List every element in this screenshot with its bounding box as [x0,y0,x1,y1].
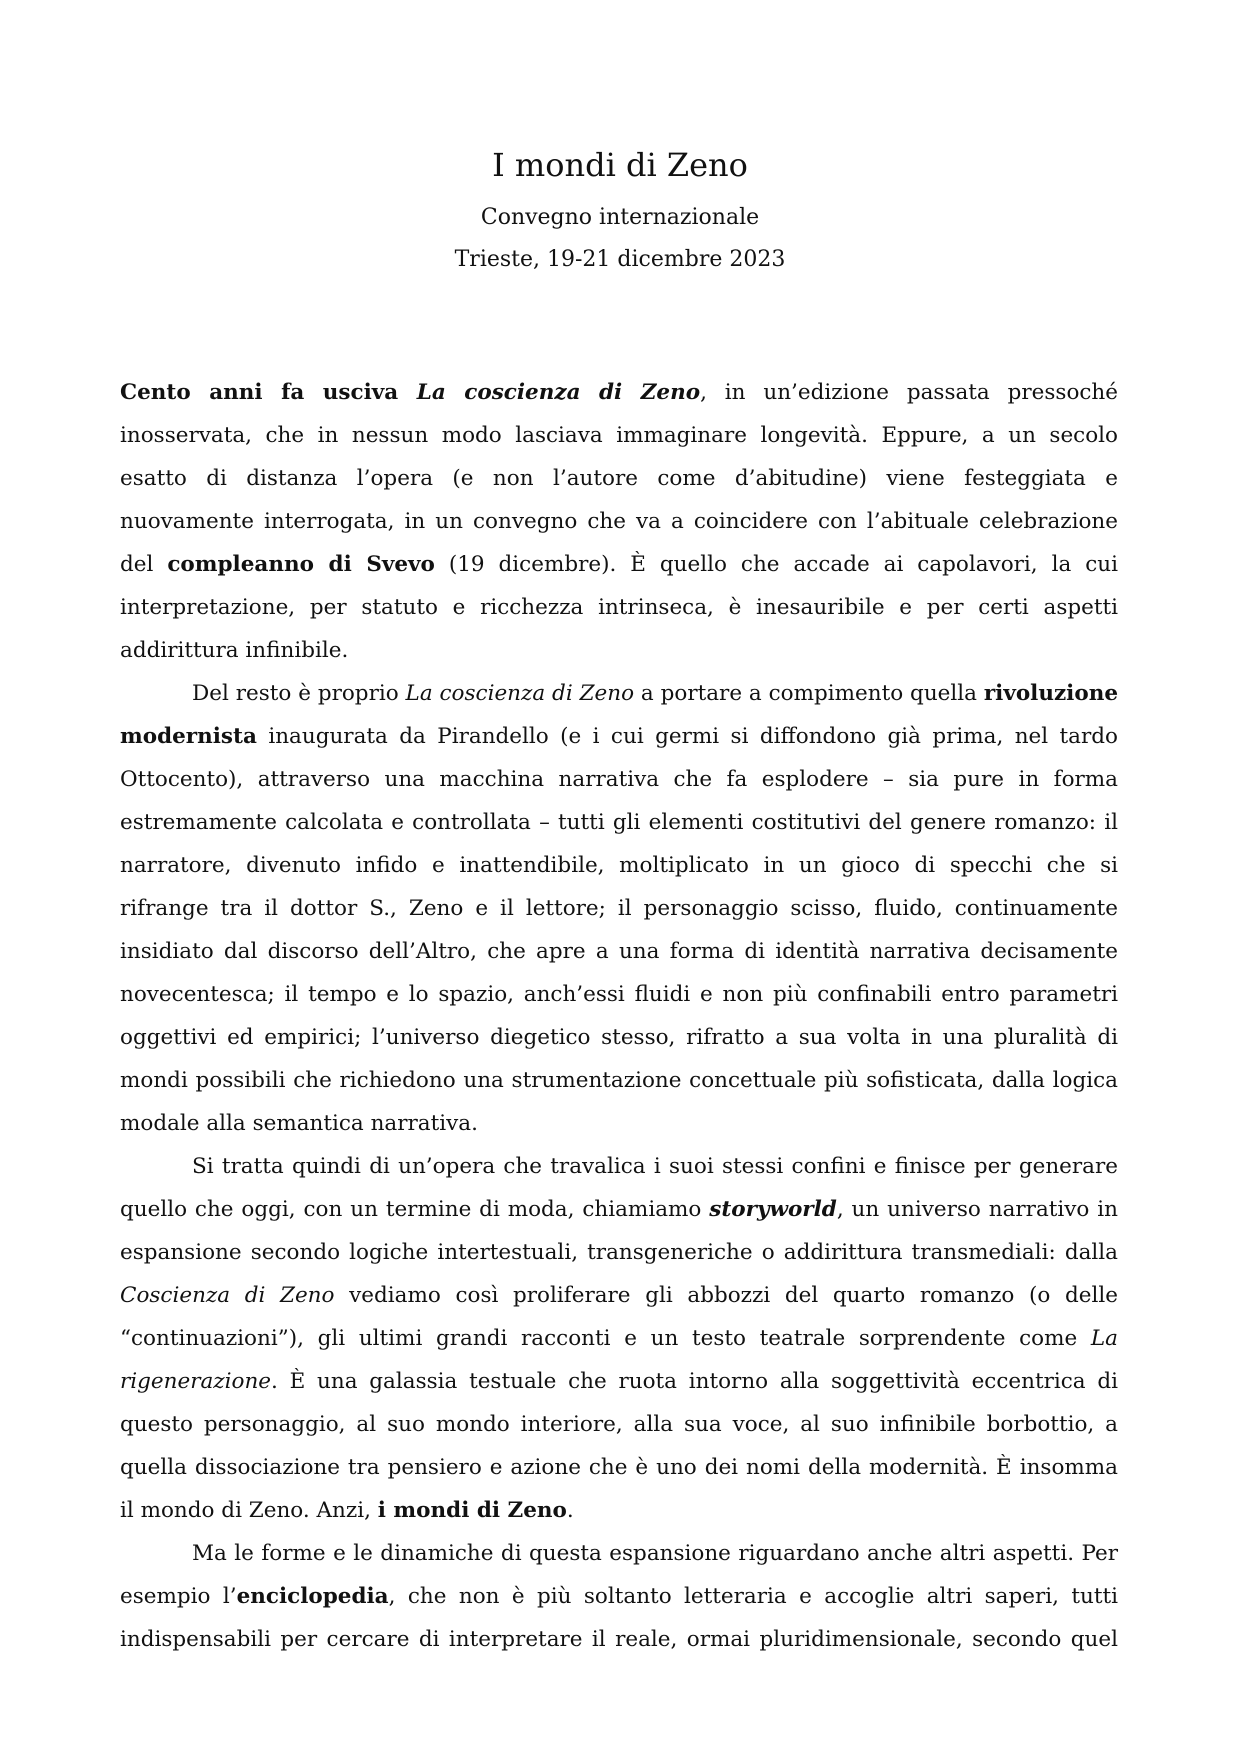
text-segment [417,380,700,405]
text-segment: inaugurata da Pirandello (e i cui germi si diffondono già prima, nel tardo Ottocento), attraverso una macchina narrativa che fa esplodere – sia pure in forma estremamente calcolata e controllata – tutti gli elementi costitutivi del genere romanzo: il narratore, divenuto infido e inattendibile, moltiplicato in un gioco di specchi che si rifrange tra il dottor S., Zeno e il lettore; il personaggio scisso, fluido, continuamente insidiato dal discorso dell’Altro, che apre a una forma di identità narrativa decisamente novecentesca; il tempo e lo spazio, anch’essi fluidi e non più confinabili entro parametri oggettivi ed empirici; l’universo diegetico stesso, rifratto a sua volta in una pluralità di mondi possibili che richiedono una strumentazione concettuale più sofisticata, dalla logica modale alla semantica narrativa. [120,724,1118,1136]
text-segment: Si tratta quindi di un’opera che travalica i suoi stessi confini e finisce per generare quello che oggi, con un termine di moda, chiamiamo [120,1154,1118,1222]
document-title: I mondi di Zeno [492,146,748,184]
paragraph-2 [120,672,1118,1145]
document-dateline: Trieste, 19-21 dicembre 2023 [454,247,786,272]
text-segment: i mondi di Zeno [377,1498,567,1523]
text-segment: compleanno di Svevo [167,552,435,577]
keyword: storyworld [709,1197,837,1222]
text-segment: (19 dicembre). È quello che accade ai capolavori, la cui interpretazione, per statuto e ricchezza intrinseca, è inesauribile e per certi aspetti addirittura infinibile. [120,552,1119,663]
document-body [120,371,1118,1661]
text-segment: Del resto è proprio [192,681,406,706]
paragraph-1 [120,371,1118,672]
text-segment: , un universo narrativo in espansione secondo logiche intertestuali, transgeneriche o addirittura transmediali: dalla [120,1197,1118,1265]
document-subtitle: Convegno internazionale [480,205,760,230]
work-title: Coscienza di Zeno [120,1283,335,1308]
text-segment: rivoluzione modernista [120,681,1118,749]
text-segment: Ma le forme e le dinamiche di questa espansione riguardano anche altri aspetti. Per esempio l’ [120,1541,1118,1609]
text-segment: . [566,1498,574,1523]
text-segment: . È una galassia testuale che ruota intorno alla soggettività eccentrica di questo personaggio, al suo mondo interiore, alla sua voce, al suo infinibile borbottio, a quella dissociazione tra pensiero e azione che è uno dei nomi della modernità. È insomma il mondo di Zeno. Anzi, [120,1369,1118,1523]
work-title: La coscienza di Zeno [416,380,701,405]
text-segment: Cento anni fa usciva [120,380,417,405]
text-segment: , in un’edizione passata pressoché inosservata, che in nessun modo lasciava immaginare longevità. Eppure, a un secolo esatto di distanza l’opera (e non l’autore come d’abitudine) viene festeggiata e nuovamente interrogata, in un convegno che va a coincidere con l’abituale celebrazione del [120,380,1118,577]
text-segment: enciclopedia [236,1584,389,1609]
text-segment [709,1197,837,1222]
text-segment: a portare a compimento quella [634,681,984,706]
text-segment: , che non è più soltanto letteraria e accoglie altri saperi, tutti indispensabili per cercare di interpretare il reale, ormai pluridimensionale, secondo quel [120,1584,1119,1652]
paragraph-3 [120,1145,1118,1532]
paragraph-4 [120,1532,1118,1661]
work-title: La rigenerazione [120,1326,1118,1394]
text-segment: vediamo così proliferare gli abbozzi del quarto romanzo (o delle “continuazioni”), gli ultimi grandi racconti e un testo teatrale sorprendente come [120,1283,1118,1351]
work-title: La coscienza di Zeno [405,681,635,706]
